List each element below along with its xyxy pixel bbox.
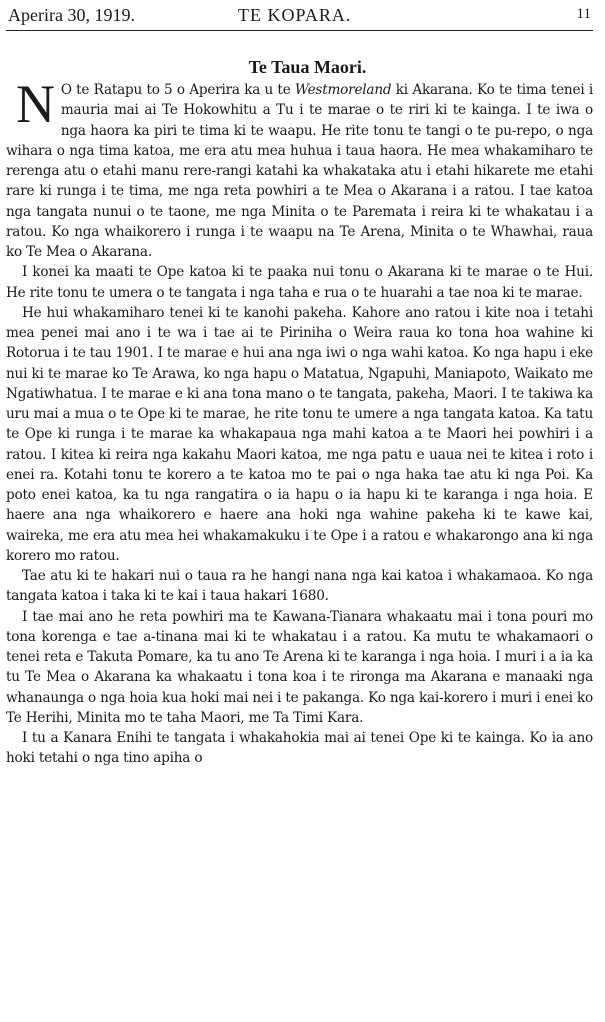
article-body xyxy=(6,74,593,769)
publication-title: TE KOPARA. xyxy=(238,5,352,25)
article-paragraph: Tae atu ki te hakari nui o taua ra he hangi nana nga kai katoa i whakamaoa. Ko nga tangata katoa i taka ki te kai i taua hakari 1680. xyxy=(6,568,593,605)
article-paragraph: He hui whakamiharo tenei ki te kanohi pakeha. Kahore ano ratou i kite noa i tetahi mea penei mai ano i te wa i tae ai te Piriniha o Weira raua ko tona hoa wahine ki Rotorua i te tau 1901. I te marae e hui ana nga iwi o nga wahi katoa. Ko nga hapu i eke nui ki te marae ko Te Arawa, ko nga hapu o Matatua, Ngapuhi, Maniapoto, Waikato me Ngatiwhatua. I te marae e ki ana tona mano o te tangata, pakeha, Maori. I te takiwa ka uru mai a mua o te Ope ki te marae, he rite tonu te umere a nga tangata katoa. Ka tatu te Ope ki runga i te marae ka whakapaua nga mahi katoa a te Maori hei powhiri i a ratou. I kitea ki reira nga kakahu Maori katoa, me nga patu e uaua nei te kitea i roto i enei ra. Kotahi tonu te korero a te katoa mo te pai o nga haka tae atu ki nga Poi. Ka poto enei katoa, ka tu nga rangatira o ia hapu o ia hapu ki te karanga i nga hoia. E haere ana nga whaikorero e haere ana hoki nga wahine pakeha ki te kawe kai, waireka, me era atu mea hei whakamakuku i te Ope i a ratou e whakarongo ana ki nga korero mo ratou. xyxy=(6,304,593,564)
article-paragraph xyxy=(6,74,593,262)
issue-date: Aperira 30, 1919. xyxy=(8,5,135,25)
page-number: 11 xyxy=(576,6,591,22)
article-paragraph: I konei ka maati te Ope katoa ki te paaka nui tonu o Akarana ki te marae o te Hui. He rite tonu te umera o te tangata i nga taha e rua o te huarahi a tae noa ki te marae. xyxy=(6,264,593,301)
paragraph-text: ki Akarana. Ko te tima tenei i mauria mai ai Te Hokowhitu a Tu i te marae o te riri ki te kainga. I te iwa o nga haora ka piri te tima ki te waapu. He rite tonu te tangi o te pu-repo, o nga wihara o nga tima katoa, me era atu mea huhua i taua haora. He mea whakamiharo te rerenga atu o etahi manu rere-rangi katahi ka whakataka atu i etahi hikarete me etahi rare ki runga i te tima, me nga reta powhiri a te Mea o Akarana i a ratou. I tae katoa nga tangata nunui o te taone, me nga Minita o te Paremata i reira ki te whakatau i a ratou. Ko nga whaikorero i runga i te waapu na Te Arena, Minita o te Whawhai, raua ko Te Mea o Akarana. xyxy=(6,82,593,260)
article-title: Te Taua Maori. xyxy=(248,57,367,77)
article-paragraph: I tae mai ano he reta powhiri ma te Kawana-Tianara whakaatu mai i tona pouri mo tona korenga e tae a-tinana mai ki te whakatau i a ratou. Ka mutu te whakamaori o tenei reta e Takuta Pomare, ka tu ano Te Arena ki te karanga i nga hoia. I muri i a ia ka tu Te Mea o Akarana ka whakaatu i tona koa i te rironga ma Akarana e manaaki nga whanaunga o nga hoia kua hoki mai nei i te pakanga. Ko nga kai-korero i muri i enei ko Te Herihi, Minita mo te taha Maori, me Ta Timi Kara. xyxy=(6,608,593,726)
article-paragraph: I tu a Kanara Enihi te tangata i whakahokia mai ai tenei Ope ki te kainga. Ko ia ano hoki tetahi o nga tino apiha o xyxy=(6,730,593,767)
paragraph-lead-text: O te Ratapu to 5 o Aperira ka u te xyxy=(60,82,291,98)
drop-cap: N xyxy=(16,74,55,134)
running-head xyxy=(6,0,593,31)
ship-name: Westmoreland xyxy=(294,82,392,98)
